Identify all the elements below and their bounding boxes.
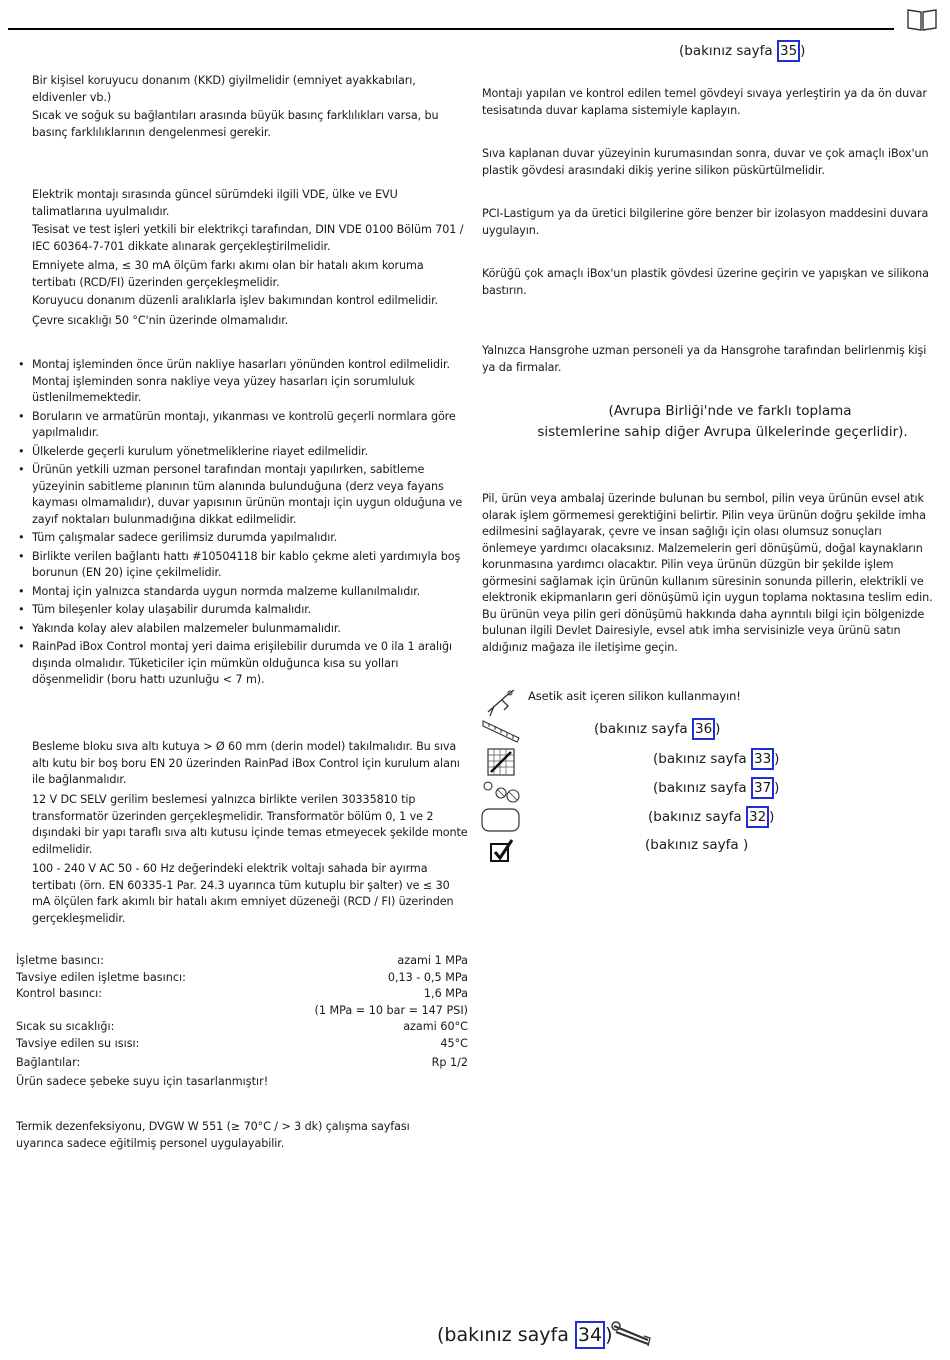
reference-text: (bakınız sayfa — [679, 43, 777, 59]
rounded-rect-icon — [481, 807, 521, 833]
spec-row: Sıcak su sıcaklığı: azami 60°C — [16, 1020, 468, 1033]
page-link-37[interactable]: 37 — [751, 777, 774, 799]
page-link-32[interactable]: 32 — [746, 806, 769, 828]
eu-note-line-2: sistemlerine sahip diğer Avrupa ülkelerinde geçerlidir). — [537, 424, 908, 440]
battery-disposal-text: Pil, ürün veya ambalaj üzerinde bulunan bu sembol, pilin veya ürünün evsel atık olarak işlem görmemesi gerektiğini belirtir. Pilin veya ürünün doğru şekilde imha edilmesini sağlayarak, çevre ve insan sağlığı için olası olumsuz sonuçları önlemeye yardımcı olacaksınız. Malzemelerin geri dönüşümü, doğal kaynakların korunmasına yardımcı olacaktır. Pilin veya ürünün düzgün bir şekilde işlem görmesini sağlamak için ürünün kullanım süresinin sonunda pillerin, elektrikli ve elektronik ekipmanların geri dönüşümü için uygun toplama noktasına teslim edin. Bu ürünün veya pilin geri dönüşümü hakkında daha ayrıntılı bilgi için bölgenizde bulunan ilgili Devlet Dairesiyle, evsel atık imha servisinizle veya ürünü satın aldığınız mağaza ile iletişime geçin. — [482, 492, 933, 654]
electrical-text-4: Koruyucu donanım düzenli aralıklarla işlev bakımından kontrol edilmelidir. — [32, 294, 439, 307]
supply-block-text: Besleme bloku sıva altı kutuya > Ø 60 mm (derin model) takılmalıdır. Bu sıva altı kutu bir boş boru EN 20 üzerinden RainPad iBox Control için kurulum alanı ile bağlanmalıdır. — [32, 740, 460, 786]
silicone-seal-text: Sıva kaplanan duvar yüzeyinin kurumasından sonra, duvar ve çok amaçlı iBox'un plastik gövdesi arasındaki dikiş yerine silikon püskürtülmelidir. — [482, 147, 929, 177]
spec-row: Bağlantılar: Rp 1/2 — [16, 1056, 468, 1069]
insulation-text: PCI-Lastigum ya da üretici bilgilerine göre benzer bir izolasyon maddesini duvara uygulayın. — [482, 207, 929, 237]
electrical-text-1: Elektrik montajı sırasında güncel sürümdeki ilgili VDE, ülke ve EVU talimatlarına uyulmalıdır. — [32, 188, 398, 218]
technical-data — [16, 953, 468, 1090]
specs-note: Ürün sadece şebeke suyu için tasarlanmıştır! — [16, 1074, 269, 1088]
silicone-gun-icon — [484, 686, 518, 718]
electrical-text-2: Tesisat ve test işleri yetkili bir elektrikçi tarafından, DIN VDE 0100 Bölüm 701 / IEC 60364-7-701 dikkate alınarak gerçekleştirilmelidir. — [32, 223, 464, 253]
list-item: • Montaj için yalnızca standarda uygun normda malzeme kullanılmalıdır. — [18, 584, 468, 601]
pressure-text: Sıcak ve soğuk su bağlantıları arasında büyük basınç farklılıkları varsa, bu basınç farklılıklarının dengelenmesi gerekir. — [32, 109, 439, 139]
list-item: • Tüm çalışmalar sadece gerilimsiz durumda yapılmalıdır. — [18, 530, 468, 547]
reference-33: (bakınız sayfa 33 ) — [653, 748, 779, 770]
reference-32: (bakınız sayfa 32 ) — [648, 806, 774, 828]
page-link-35[interactable]: 35 — [777, 40, 800, 62]
spec-row: Tavsiye edilen işletme basıncı: 0,13 - 0,5 MPa — [16, 970, 468, 984]
reference-blank: (bakınız sayfa ) — [645, 837, 749, 853]
page-link-34[interactable]: 34 — [575, 1321, 605, 1349]
eu-note-line-1: (Avrupa Birliği'nde ve farklı toplama — [608, 403, 852, 419]
personnel-text: Yalnızca Hansgrohe uzman personeli ya da Hansgrohe tarafından belirlenmiş kişi ya da firmalar. — [482, 344, 927, 374]
electrical-text-3: Emniyete alma, ≤ 30 mA ölçüm farkı akımı olan bir hatalı akım koruma tertibatı (RCD/FI) üzerinden gerçekleşmelidir. — [32, 259, 424, 289]
list-item: • Yakında kolay alev alabilen malzemeler bulunmamalıdır. — [18, 621, 468, 638]
spec-row: Kontrol basıncı: 1,6 MPa — [16, 987, 468, 1000]
spare-parts-icon — [482, 779, 522, 805]
list-item: • Ülkelerde geçerli kurulum yönetmeliklerine riayet edilmelidir. — [18, 444, 468, 461]
plaster-text: Montajı yapılan ve kontrol edilen temel gövdeyi sıvaya yerleştirin ya da ön duvar tesisatında duvar kaplama sistemiyle kaplayın. — [482, 87, 927, 117]
mains-voltage-text: 100 - 240 V AC 50 - 60 Hz değerindeki elektrik voltajı sahada bir ayırma tertibatı (örn. EN 60335-1 Par. 24.3 uyarınca tüm kutuplu bir şalter) ve ≤ 30 mA ölçülen fark akımlı bir hatalı akım emniyet düzeneği (RCD / FI) üzerinden gerçekleşmelidir. — [32, 862, 454, 925]
list-item: • Birlikte verilen bağlantı hattı #10504118 bir kablo çekme aleti yardımıyla boş borunun (EN 20) içine çekilmelidir. — [18, 549, 468, 582]
list-item: • Tüm bileşenler kolay ulaşabilir durumda kalmalıdır. — [18, 602, 468, 619]
spec-row: Tavsiye edilen su ısısı: 45°C — [16, 1036, 468, 1050]
open-book-icon — [906, 8, 938, 32]
page-link-36[interactable]: 36 — [692, 718, 715, 740]
disinfection-text: Termik dezenfeksiyonu, DVGW W 551 (≥ 70°C / > 3 dk) çalışma sayfası uyarınca sadece eğitilmiş personel uygulayabilir. — [16, 1120, 410, 1150]
electrical-text-5: Çevre sıcaklığı 50 °C'nin üzerinde olmamalıdır. — [32, 314, 289, 327]
header-rule — [8, 28, 894, 30]
checkbox-icon — [489, 838, 515, 864]
reference-top — [679, 40, 805, 62]
installation-bullets — [18, 357, 468, 691]
list-item: • RainPad iBox Control montaj yeri daima erişilebilir durumda ve 0 ila 1 aralığı dışında olmalıdır. Tüketiciler için mümkün olduğunca kısa su yolları döşenmelidir (boru hattı uzunluğu < 7 m). — [18, 639, 468, 689]
grid-template-icon — [487, 748, 515, 776]
selv-text: 12 V DC SELV gerilim beslemesi yalnızca birlikte verilen 30335810 tip transformatör üzerinden gerçekleşmelidir. Transformatör bölüm 0, 1 ve 2 dışındaki bir yapı taraflı sıva altı kutusu içinde temas etmeyecek şekilde monte edilmelidir. — [32, 793, 468, 856]
list-item: • Montaj işleminden önce ürün nakliye hasarları yönünden kontrol edilmelidir. Montaj işleminden sonra nakliye veya yüzey hasarları için sorumluluk üstlenilmemektedir. — [18, 357, 468, 407]
reference-36: (bakınız sayfa 36 ) — [594, 718, 720, 740]
sleeve-text: Körüğü çok amaçlı iBox'un plastik gövdesi üzerine geçirin ve yapışkan ve silikona bastırın. — [482, 267, 929, 297]
footer-reference-34: (bakınız sayfa 34 ) — [437, 1321, 613, 1349]
reference-close: ) — [800, 43, 806, 59]
ppe-text: Bir kişisel koruyucu donanım (KKD) giyilmelidir (emniyet ayakkabıları, eldivenler vb.) — [32, 74, 416, 104]
list-item: • Ürünün yetkili uzman personel tarafından montajı yapılırken, sabitleme yüzeyinin sabitleme planının tüm alanında bulunduğuna (derz veya fayans kayması olmamalıdır), duvar yapısının ürünün montajı için uygun olduğuna ve zayıf noktaları bulunmadığına dikkat edilmelidir. — [18, 462, 468, 528]
spec-row: İşletme basıncı: azami 1 MPa — [16, 954, 468, 967]
list-item: • Boruların ve armatürün montajı, yıkanması ve kontrolü geçerli normlara göre yapılmalıdır. — [18, 409, 468, 442]
silicone-warning: Asetik asit içeren silikon kullanmayın! — [528, 689, 741, 703]
page-link-33[interactable]: 33 — [751, 748, 774, 770]
reference-37: (bakınız sayfa 37 ) — [653, 777, 779, 799]
wrench-tools-icon — [610, 1320, 652, 1348]
spec-row: (1 MPa = 10 bar = 147 PSI) — [314, 1003, 468, 1017]
dimension-ruler-icon — [481, 718, 521, 744]
